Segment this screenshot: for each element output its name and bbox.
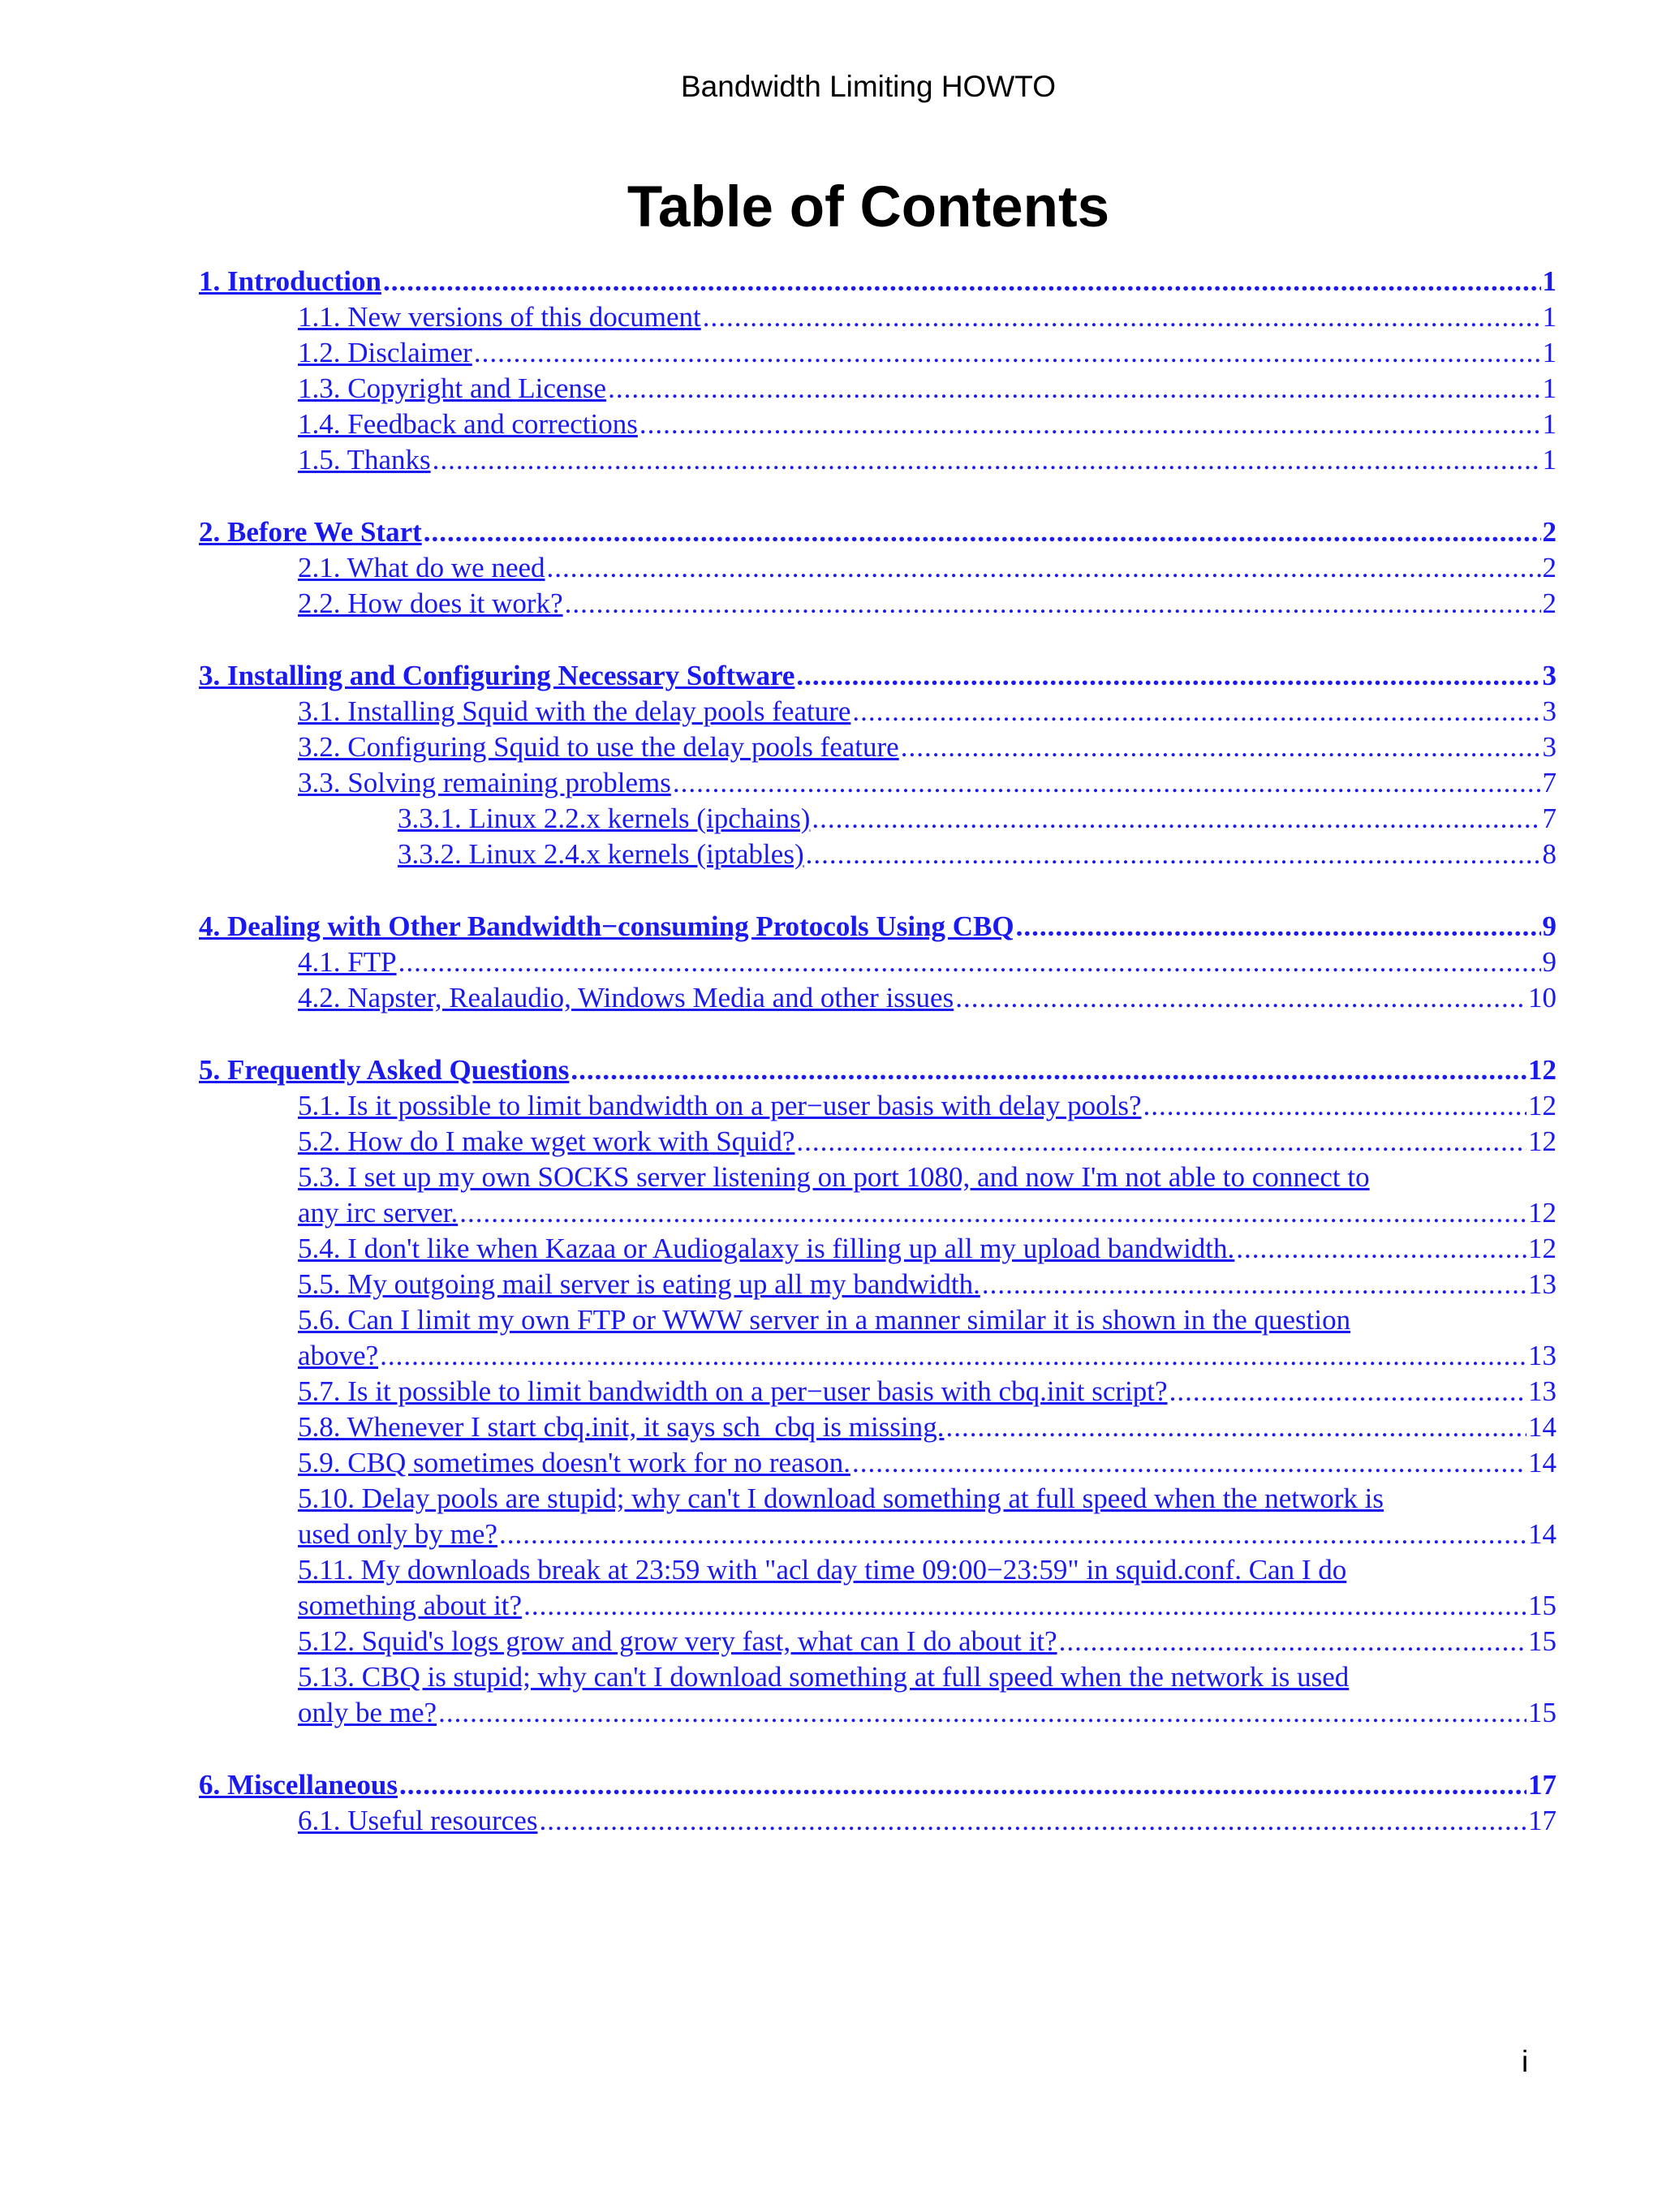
toc-link-faq[interactable]: 5. Frequently Asked Questions	[199, 1054, 570, 1086]
toc-entry-1[interactable]	[199, 264, 1557, 299]
toc-entry-5-2[interactable]	[298, 1124, 1557, 1160]
toc-page-number: 9	[1542, 910, 1557, 942]
toc-entry-5-4[interactable]	[298, 1231, 1557, 1267]
toc-link-faq-5-1[interactable]: 5.1. Is it possible to limit bandwidth on a per−user basis with delay pools?	[298, 1090, 1142, 1121]
toc-page-number: 3	[1542, 660, 1557, 691]
toc-entry-3-1[interactable]	[298, 694, 1557, 729]
dot-leader	[982, 1267, 1526, 1302]
toc-link-faq-5-6-line1[interactable]: 5.6. Can I limit my own FTP or WWW server in a manner similar it is shown in the question	[298, 1304, 1351, 1336]
toc-link-copyright[interactable]: 1.3. Copyright and License	[298, 372, 607, 404]
dot-leader	[901, 729, 1541, 765]
toc-link-faq-5-3-line1[interactable]: 5.3. I set up my own SOCKS server listening on port 1080, and now I'm not able to connect to	[298, 1161, 1370, 1193]
toc-page-number: 1	[1542, 372, 1557, 404]
toc-entry-1-5[interactable]	[298, 442, 1557, 478]
toc-page-number: 13	[1528, 1340, 1557, 1371]
dot-leader	[1016, 909, 1541, 945]
toc-page-number: 9	[1542, 946, 1557, 978]
toc-page-number: 7	[1542, 767, 1557, 798]
dot-leader	[1169, 1374, 1526, 1409]
toc-page-number: 12	[1528, 1090, 1557, 1121]
toc-page-number: 1	[1542, 265, 1557, 297]
dot-leader	[945, 1409, 1526, 1445]
toc-page-number: 3	[1542, 731, 1557, 763]
dot-leader	[673, 765, 1541, 801]
toc-link-new-versions[interactable]: 1.1. New versions of this document	[298, 301, 701, 333]
toc-link-faq-5-12[interactable]: 5.12. Squid's logs grow and grow very fast, what can I do about it?	[298, 1625, 1057, 1657]
toc-entry-5-5[interactable]	[298, 1267, 1557, 1302]
dot-leader	[796, 658, 1540, 694]
toc-link-disclaimer[interactable]: 1.2. Disclaimer	[298, 337, 472, 368]
toc-page-number: 17	[1528, 1769, 1557, 1801]
dot-leader	[547, 550, 1541, 586]
toc-page-number: 7	[1542, 803, 1557, 834]
toc-page-number: 3	[1542, 695, 1557, 727]
dot-leader	[499, 1517, 1526, 1552]
toc-link-napster-realaudio[interactable]: 4.2. Napster, Realaudio, Windows Media and other issues	[298, 982, 954, 1013]
toc-link-feedback[interactable]: 1.4. Feedback and corrections	[298, 408, 638, 440]
toc-link-linux-22-ipchains[interactable]: 3.3.1. Linux 2.2.x kernels (ipchains)	[398, 803, 811, 834]
toc-link-faq-5-6[interactable]: above?	[298, 1340, 379, 1371]
toc-link-faq-5-4[interactable]: 5.4. I don't like when Kazaa or Audiogalaxy is filling up all my upload bandwidth.	[298, 1233, 1235, 1264]
toc-link-faq-5-7[interactable]: 5.7. Is it possible to limit bandwidth on a per−user basis with cbq.init script?	[298, 1375, 1168, 1407]
dot-leader	[852, 1445, 1526, 1481]
toc-entry-5-12[interactable]	[298, 1624, 1557, 1659]
toc-page-number: 1	[1542, 444, 1557, 476]
toc-link-useful-resources[interactable]: 6.1. Useful resources	[298, 1805, 538, 1836]
toc-link-configuring-squid[interactable]: 3.2. Configuring Squid to use the delay pools feature	[298, 731, 899, 763]
toc-entry-5[interactable]	[199, 1052, 1557, 1088]
toc-entry-5-13[interactable]	[298, 1695, 1557, 1731]
dot-leader	[1236, 1231, 1526, 1267]
toc-link-faq-5-11[interactable]: something about it?	[298, 1590, 523, 1621]
toc-entry-1-4[interactable]	[298, 407, 1557, 442]
dot-leader	[812, 801, 1540, 837]
toc-link-how-does-it-work[interactable]: 2.2. How does it work?	[298, 587, 563, 619]
toc-link-faq-5-8[interactable]: 5.8. Whenever I start cbq.init, it says sch_cbq is missing.	[298, 1411, 945, 1443]
dot-leader	[608, 371, 1540, 407]
toc-page-number: 15	[1528, 1697, 1557, 1728]
toc-page-number: 14	[1528, 1518, 1557, 1550]
toc-entry-2[interactable]	[199, 514, 1557, 550]
toc-entry-3-3[interactable]	[298, 765, 1557, 801]
toc-link-thanks[interactable]: 1.5. Thanks	[298, 444, 431, 476]
toc-link-other-protocols-cbq[interactable]: 4. Dealing with Other Bandwidth−consuming Protocols Using CBQ	[199, 910, 1014, 942]
page-title: Table of Contents	[626, 175, 1110, 239]
toc-entry-5-8[interactable]	[298, 1409, 1557, 1445]
dot-leader	[399, 1767, 1526, 1803]
dot-leader	[523, 1588, 1526, 1624]
toc-link-what-do-we-need[interactable]: 2.1. What do we need	[298, 552, 545, 583]
page-number: i	[1522, 2045, 1529, 2078]
toc-entry-4[interactable]	[199, 909, 1557, 945]
dot-leader	[639, 407, 1541, 442]
dot-leader	[852, 694, 1540, 729]
dot-leader	[433, 442, 1541, 478]
dot-leader	[380, 1338, 1526, 1374]
toc-entry-6[interactable]	[199, 1767, 1557, 1803]
toc-entry-5-7[interactable]	[298, 1374, 1557, 1409]
toc-entry-3-3-1[interactable]	[398, 801, 1557, 837]
toc-entry-3[interactable]	[199, 658, 1557, 694]
toc-entry-1-3[interactable]	[298, 371, 1557, 407]
toc-link-faq-5-11-line1[interactable]: 5.11. My downloads break at 23:59 with "acl day time 09:00−23:59" in squid.conf. Can I do	[298, 1554, 1347, 1586]
toc-entry-5-3[interactable]	[298, 1195, 1557, 1231]
toc-page-number: 17	[1528, 1805, 1557, 1836]
toc-page-number: 1	[1542, 337, 1557, 368]
toc-link-before-we-start[interactable]: 2. Before We Start	[199, 516, 422, 548]
toc-link-miscellaneous[interactable]: 6. Miscellaneous	[199, 1769, 398, 1801]
dot-leader	[459, 1195, 1526, 1231]
toc-page-number: 12	[1528, 1125, 1557, 1157]
running-header: Bandwidth Limiting HOWTO	[681, 70, 1056, 103]
toc-entry-3-2[interactable]	[298, 729, 1557, 765]
dot-leader	[806, 837, 1541, 872]
toc-entry-5-11[interactable]	[298, 1588, 1557, 1624]
toc-link-faq-5-13-line1[interactable]: 5.13. CBQ is stupid; why can't I download something at full speed when the network is used	[298, 1661, 1350, 1693]
dot-leader	[571, 1052, 1526, 1088]
dot-leader	[424, 514, 1541, 550]
dot-leader	[1059, 1624, 1526, 1659]
toc-link-faq-5-9[interactable]: 5.9. CBQ sometimes doesn't work for no reason.	[298, 1447, 850, 1478]
toc-page-number: 13	[1528, 1268, 1557, 1300]
toc-link-faq-5-5[interactable]: 5.5. My outgoing mail server is eating up all my bandwidth.	[298, 1268, 980, 1300]
toc-entry-5-1[interactable]	[298, 1088, 1557, 1124]
toc-page-number: 14	[1528, 1411, 1557, 1443]
dot-leader	[1143, 1088, 1526, 1124]
dot-leader	[703, 299, 1541, 335]
toc-entry-1-2[interactable]	[298, 335, 1557, 371]
toc-page-number: 13	[1528, 1375, 1557, 1407]
toc-page-number: 12	[1528, 1054, 1557, 1086]
dot-leader	[955, 980, 1526, 1016]
toc-page-number: 10	[1528, 982, 1557, 1013]
toc-page-number: 8	[1542, 838, 1557, 870]
toc-entry-5-6[interactable]	[298, 1338, 1557, 1374]
toc-page-number: 1	[1542, 301, 1557, 333]
toc-entry-5-9[interactable]	[298, 1445, 1557, 1481]
toc-link-faq-5-10[interactable]: used only by me?	[298, 1518, 497, 1550]
toc-entry-5-10[interactable]	[298, 1517, 1557, 1552]
toc-page-number: 14	[1528, 1447, 1557, 1478]
toc-entry-3-3-2[interactable]	[398, 837, 1557, 872]
toc-link-solving-problems[interactable]: 3.3. Solving remaining problems	[298, 767, 671, 798]
toc-page-number: 2	[1542, 587, 1557, 619]
toc-page-number: 12	[1528, 1197, 1557, 1229]
toc-link-faq-5-2[interactable]: 5.2. How do I make wget work with Squid?	[298, 1125, 795, 1157]
toc-page-number: 15	[1528, 1590, 1557, 1621]
toc-entry-2-1[interactable]	[298, 550, 1557, 586]
dot-leader	[474, 335, 1541, 371]
dot-leader	[565, 586, 1541, 622]
dot-leader	[438, 1695, 1526, 1731]
toc-entry-4-2[interactable]	[298, 980, 1557, 1016]
toc-link-faq-5-13[interactable]: only be me?	[298, 1697, 437, 1728]
toc-entry-2-2[interactable]	[298, 586, 1557, 622]
toc-entry-6-1[interactable]	[298, 1803, 1557, 1839]
toc-link-installing-configuring[interactable]: 3. Installing and Configuring Necessary Software	[199, 660, 795, 691]
toc-link-linux-24-iptables[interactable]: 3.3.2. Linux 2.4.x kernels (iptables)	[398, 838, 804, 870]
toc-link-faq-5-3[interactable]: any irc server.	[298, 1197, 459, 1229]
dot-leader	[539, 1803, 1526, 1839]
toc-link-faq-5-10-line1[interactable]: 5.10. Delay pools are stupid; why can't I download something at full speed when the network is	[298, 1483, 1384, 1514]
dot-leader	[796, 1124, 1526, 1160]
toc-entry-4-1[interactable]	[298, 945, 1557, 980]
toc-link-introduction[interactable]: 1. Introduction	[199, 265, 381, 297]
toc-page-number: 15	[1528, 1625, 1557, 1657]
toc-page-number: 2	[1542, 552, 1557, 583]
toc-page-number: 12	[1528, 1233, 1557, 1264]
toc-link-installing-squid[interactable]: 3.1. Installing Squid with the delay pools feature	[298, 695, 851, 727]
toc-page-number: 1	[1542, 408, 1557, 440]
dot-leader	[398, 945, 1541, 980]
toc-link-ftp[interactable]: 4.1. FTP	[298, 946, 397, 978]
dot-leader	[383, 264, 1541, 299]
toc-page-number: 2	[1542, 516, 1557, 548]
toc-entry-1-1[interactable]	[298, 299, 1557, 335]
